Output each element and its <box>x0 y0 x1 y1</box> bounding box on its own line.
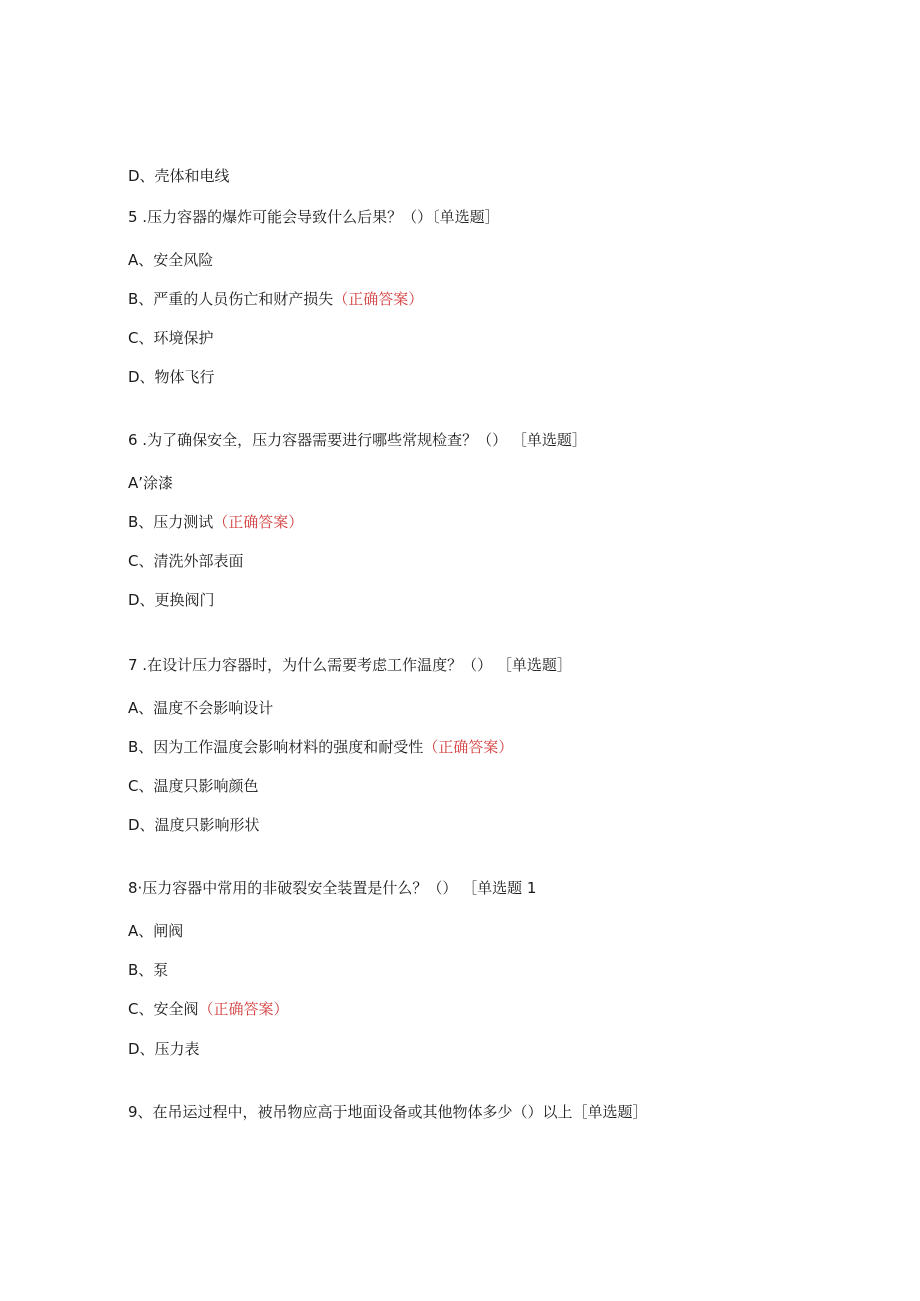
option-q6-d <box>128 590 215 610</box>
option-q7-c <box>128 776 258 796</box>
option-q5-b <box>128 289 423 309</box>
option-text: C、环境保护 <box>128 329 214 347</box>
option-text: A、闸阀 <box>128 922 184 940</box>
question-text: 6 .为了确保安全，压力容器需要进行哪些常规检查？（） ［单选题］ <box>128 431 587 449</box>
option-text: B、严重的人员伤亡和财产损失 <box>128 290 334 308</box>
option-q7-d <box>128 815 260 835</box>
option-q6-c <box>128 551 243 571</box>
question-text: 9、在吊运过程中，被吊物应高于地面设备或其他物体多少（）以上［单选题］ <box>128 1103 648 1121</box>
option-q8-d <box>128 1039 200 1059</box>
option-text: C、清洗外部表面 <box>128 552 244 570</box>
option-q7-b <box>128 737 513 757</box>
option-text: D、物体飞行 <box>128 368 215 386</box>
option-text: B、泵 <box>128 961 169 979</box>
option-text: D、温度只影响形状 <box>128 816 260 834</box>
option-text: D、更换阀门 <box>128 591 215 609</box>
option-text: C、温度只影响颜色 <box>128 777 259 795</box>
question-5 <box>128 207 500 227</box>
option-q5-c <box>128 328 213 348</box>
option-q4-d <box>128 166 230 186</box>
correct-answer-mark: （正确答案） <box>198 1000 289 1018</box>
option-q6-b <box>128 512 303 532</box>
question-text: 5 .压力容器的爆炸可能会导致什么后果？（）〔单选题］ <box>128 208 500 226</box>
option-q5-d <box>128 367 215 387</box>
question-6 <box>128 430 587 450</box>
option-q8-c <box>128 999 289 1019</box>
option-text: A’涂漆 <box>128 474 174 492</box>
option-text: D、壳体和电线 <box>128 167 230 185</box>
option-q6-a <box>128 473 173 493</box>
option-text: D、压力表 <box>128 1040 200 1058</box>
question-7 <box>128 655 572 675</box>
question-text: 8·压力容器中常用的非破裂安全装置是什么？（） ［单选题 1 <box>128 879 537 897</box>
question-9 <box>128 1102 648 1122</box>
option-q8-a <box>128 921 183 941</box>
option-text: B、因为工作温度会影响材料的强度和耐受性 <box>128 738 424 756</box>
option-q5-a <box>128 250 213 270</box>
option-q7-a <box>128 698 273 718</box>
option-text: A、温度不会影响设计 <box>128 699 274 717</box>
option-text: C、安全阀 <box>128 1000 199 1018</box>
correct-answer-mark: （正确答案） <box>213 513 304 531</box>
question-8 <box>128 878 536 898</box>
option-text: A、安全风险 <box>128 251 214 269</box>
option-q8-b <box>128 960 168 980</box>
option-text: B、压力测试 <box>128 513 214 531</box>
question-text: 7 .在设计压力容器时，为什么需要考虑工作温度？（） ［单选题］ <box>128 656 572 674</box>
correct-answer-mark: （正确答案） <box>333 290 424 308</box>
correct-answer-mark: （正确答案） <box>423 738 514 756</box>
